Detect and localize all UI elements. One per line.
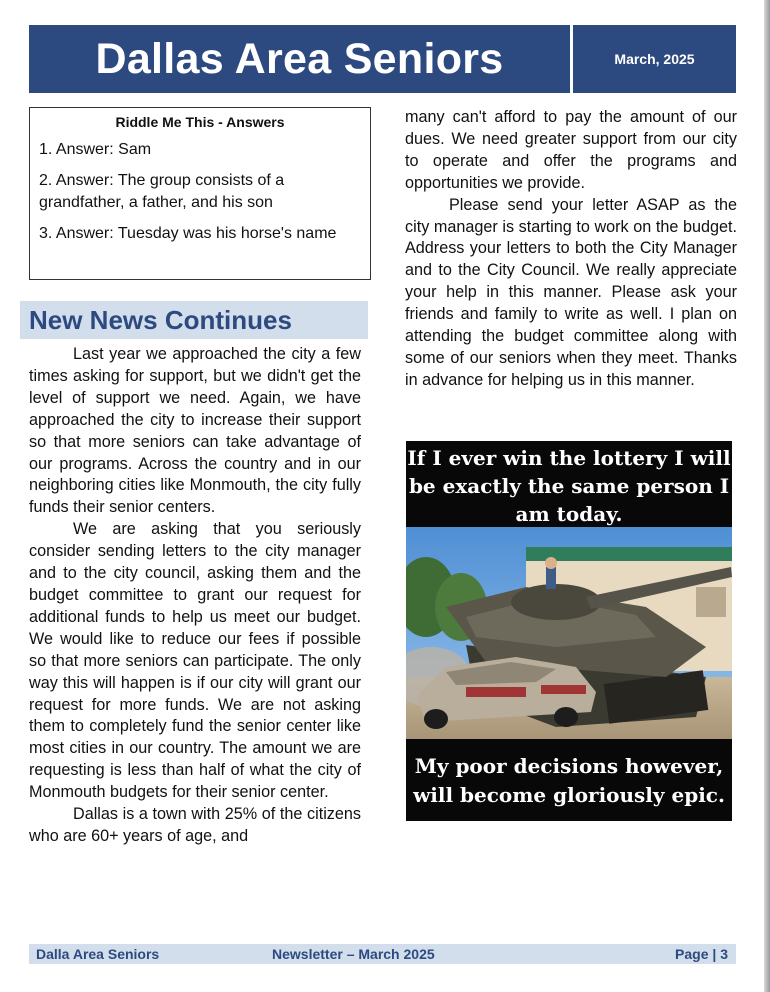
footer-org-name: Dalla Area Seniors xyxy=(36,946,160,962)
meme-top-caption: If I ever win the lottery I will be exactly the same person I am today. xyxy=(407,446,731,526)
tank-crushing-car-photo xyxy=(406,527,732,739)
article-left-column xyxy=(29,344,361,848)
newsletter-title: Dallas Area Seniors xyxy=(95,35,504,83)
footer-issue: Newsletter – March 2025 xyxy=(272,946,435,962)
article-paragraph: Last year we approached the city a few times asking for support, but we didn't get the level of support we need. Again, we have approached the city to increase their support so that more seniors can take advantage of our programs. Across the country and in our neighboring cities like Monmouth, the city fully funds their senior centers. xyxy=(29,345,361,517)
riddle-answer-3: 3. Answer: Tuesday was his horse's name xyxy=(39,225,337,242)
riddle-answer-1: 1. Answer: Sam xyxy=(39,141,152,158)
issue-date: March, 2025 xyxy=(614,51,695,67)
article-paragraph: We are asking that you seriously consider sending letters to the city manager and to the city council, asking them and the budget committee to grant our request for additional funds to help us meet our budget. We would like to reduce our fees if possible so that more seniors can participate. The only way this will happen is if our city will grant our request for more funds. We are not asking them to completely fund the senior center like most cities in our country. The amount we are requesting is less than half of what the city of Monmouth budgets for their senior center. xyxy=(29,520,361,802)
section-heading: New News Continues xyxy=(20,301,368,339)
masthead xyxy=(29,25,736,93)
article-right-column xyxy=(405,107,737,392)
article-paragraph: Please send your letter ASAP as the city manager is starting to work on the budget. Address your letters to both the City Manager and to the City Council. We really appreciate your help in this manner. Please ask your friends and family to write as well. I plan on attending the budget committee along with some of our seniors when they meet. Thanks in advance for helping us in this manner. xyxy=(405,195,737,389)
page-edge-shadow xyxy=(764,0,770,992)
meme-bottom-caption: My poor decisions however, will become gloriously epic. xyxy=(413,754,725,807)
article-paragraph-continued: many can't afford to pay the amount of our dues. We need greater support from our city to operate and offer the programs and opportunities we provide. xyxy=(405,108,737,192)
footer-page-number: Page | 3 xyxy=(675,946,728,962)
riddle-answer-2: 2. Answer: The group consists of a grandfather, a father, and his son xyxy=(39,172,285,211)
lottery-meme-image xyxy=(406,441,732,821)
riddle-answers-box xyxy=(29,107,371,280)
article-paragraph: Dallas is a town with 25% of the citizens who are 60+ years of age, and xyxy=(29,805,361,845)
page-footer xyxy=(29,944,736,964)
riddle-box-title: Riddle Me This - Answers xyxy=(115,114,285,130)
